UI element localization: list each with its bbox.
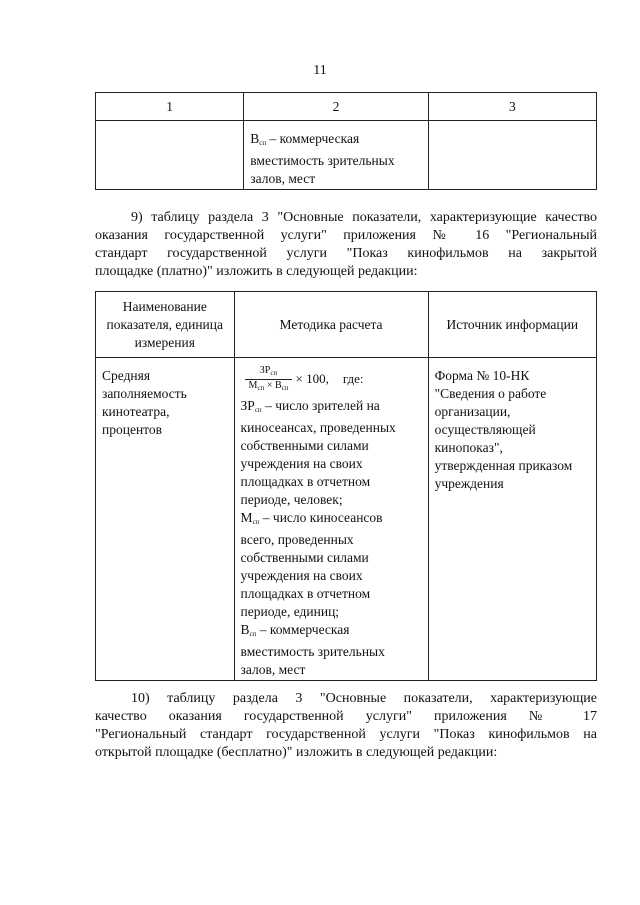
def2-symbol: М <box>240 510 253 525</box>
def-line: залов, мест <box>240 662 306 677</box>
header-col-1: 1 <box>96 93 244 121</box>
table-row <box>96 358 597 681</box>
def-line: учреждения на своих <box>240 568 363 583</box>
def-line: площадках в отчетном <box>240 474 371 489</box>
paragraph-9 <box>95 209 597 281</box>
def-line: – коммерческая <box>266 131 360 146</box>
def3-symbol: В <box>240 622 250 637</box>
def-line: учреждения на своих <box>240 456 363 471</box>
paragraph-line: открытой площадке (бесплатно)" изложить в следующей редакции: <box>95 745 498 760</box>
source-line: осуществляющей <box>434 422 536 437</box>
def-line: периоде, человек; <box>240 492 343 507</box>
header-col-3: 3 <box>428 93 596 121</box>
header-indicator-name <box>96 292 235 358</box>
fraction <box>245 365 293 394</box>
indicator-line: Средняя <box>102 368 151 383</box>
table-header-row <box>96 93 597 121</box>
table-header-row <box>96 292 597 358</box>
paragraph-line: оказания государственной услуги" приложения № 16 "Региональный <box>95 228 597 243</box>
source-line: учреждения <box>434 476 504 491</box>
fraction-numerator <box>245 365 293 380</box>
def-line: – коммерческая <box>256 622 350 637</box>
table-continuation <box>95 92 597 190</box>
def-line: вместимость зрительных <box>250 153 395 168</box>
def-line: – число зрителей на <box>261 398 380 413</box>
def-line: периоде, единиц; <box>240 604 340 619</box>
paragraph-line: площадке (платно)" изложить в следующей редакции: <box>95 264 418 279</box>
den2-sub: сп <box>281 383 289 392</box>
def-line: всего, проведенных <box>240 532 354 547</box>
header-line: измерения <box>134 334 195 350</box>
symbol-v: В <box>250 131 260 146</box>
paragraph-line: качество оказания государственной услуги" приложения № 17 <box>95 709 597 724</box>
indicator-line: кинотеатра, <box>102 404 170 419</box>
table-row <box>96 121 597 190</box>
cell-col-3 <box>428 121 596 190</box>
def1-symbol: ЗР <box>240 398 255 413</box>
def-line: собственными силами <box>240 438 369 453</box>
paragraph-line: стандарт государственной услуги "Показ кинофильмов на закрытой <box>95 246 597 261</box>
def3-sub: сп <box>249 630 257 638</box>
header-line: показателя, единица <box>106 316 223 332</box>
source-line: кинопоказ", <box>434 440 503 455</box>
page-number: 11 <box>313 63 327 78</box>
header-source: Источник информации <box>428 292 596 358</box>
def2-sub: сп <box>252 518 260 526</box>
def-line: вместимость зрительных <box>240 644 385 659</box>
source-line: утвержденная приказом <box>434 458 573 473</box>
num-sub: сп <box>270 368 278 377</box>
den1-sub: сп <box>257 383 265 392</box>
num-symbol: ЗР <box>259 364 271 376</box>
den2-symbol: В <box>274 379 282 391</box>
header-col-2: 2 <box>244 93 429 121</box>
times-sign: × <box>266 379 273 391</box>
def-line: – число киносеансов <box>259 510 383 525</box>
def-line: площадках в отчетном <box>240 586 371 601</box>
source-line: организации, <box>434 404 511 419</box>
paragraph-10 <box>95 690 597 762</box>
den1-symbol: М <box>248 379 258 391</box>
multiplier: × 100, <box>295 371 329 386</box>
fraction-denominator <box>245 380 293 394</box>
def-line: залов, мест <box>250 171 316 186</box>
header-line: Наименование <box>122 298 207 314</box>
def-line: киносеансах, проведенных <box>240 420 396 435</box>
quality-indicators-table <box>95 291 597 681</box>
cell-method <box>234 358 428 681</box>
cell-indicator <box>96 358 235 681</box>
indicator-line: процентов <box>102 422 163 437</box>
def1-sub: сп <box>254 406 262 414</box>
indicator-line: заполняемость <box>102 386 187 401</box>
paragraph-line: 9) таблицу раздела 3 "Основные показатели, характеризующие качество <box>131 210 597 225</box>
source-line: Форма № 10-НК <box>434 368 530 383</box>
symbol-sub: сп <box>259 139 267 147</box>
where-label: где: <box>342 371 364 386</box>
cell-col-2 <box>244 121 429 190</box>
cell-col-1 <box>96 121 244 190</box>
occupancy-formula <box>241 361 422 397</box>
def-line: собственными силами <box>240 550 369 565</box>
cell-source <box>428 358 596 681</box>
header-method: Методика расчета <box>234 292 428 358</box>
source-line: "Сведения о работе <box>434 386 547 401</box>
paragraph-line: 10) таблицу раздела 3 "Основные показатели, характеризующие <box>131 691 597 706</box>
paragraph-line: "Региональный стандарт государственной услуги "Показ кинофильмов на <box>95 727 597 742</box>
